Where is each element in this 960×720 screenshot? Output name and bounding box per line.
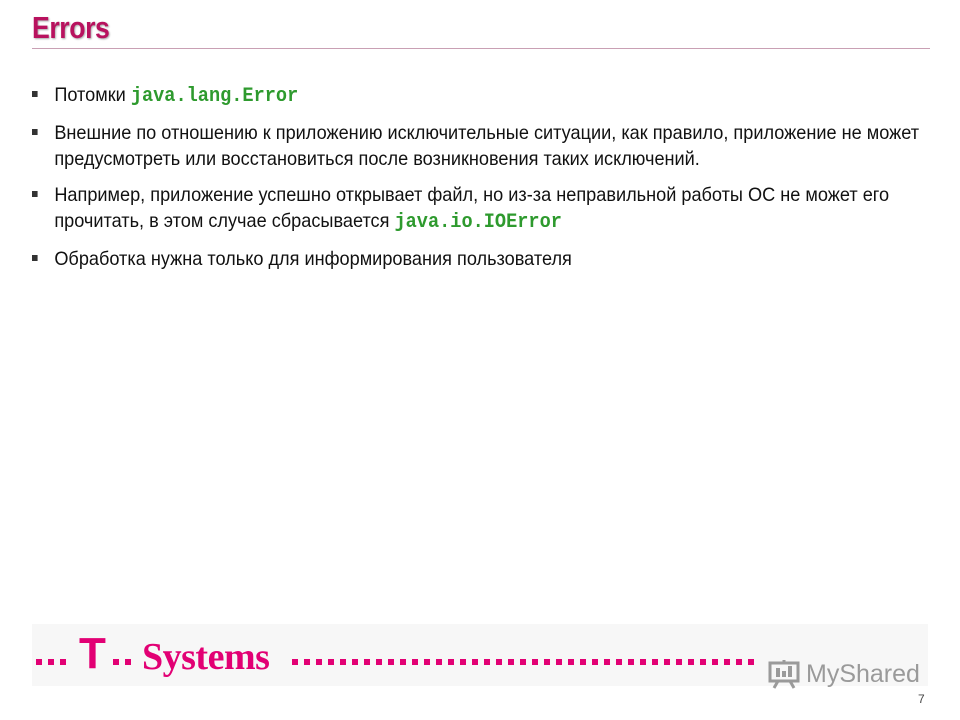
bullet-text: Потомки	[54, 84, 131, 106]
brand-name: Systems	[142, 636, 270, 678]
brand-dot	[580, 659, 586, 665]
brand-dot	[352, 659, 358, 665]
brand-dot	[316, 659, 322, 665]
brand-dot	[304, 659, 310, 665]
bullet-item-external	[32, 120, 955, 173]
brand-dots-left	[36, 653, 72, 671]
bullet-square-icon	[32, 129, 38, 135]
brand-dots-right	[292, 653, 760, 671]
brand-dots-middle	[113, 653, 137, 671]
brand-dot	[113, 659, 119, 665]
brand-dot	[664, 659, 670, 665]
bullet-item-descendants	[32, 82, 955, 111]
brand-dot	[292, 659, 298, 665]
bullet-square-icon	[32, 255, 38, 261]
brand-dot	[496, 659, 502, 665]
brand-dot	[604, 659, 610, 665]
brand-dot	[388, 659, 394, 665]
brand-dot	[448, 659, 454, 665]
watermark-text: MyShared	[806, 659, 920, 688]
bullet-square-icon	[32, 91, 38, 97]
bullet-item-handling	[32, 246, 955, 273]
bullet-text: Обработка нужна только для информирования пользователя	[54, 247, 572, 270]
page-number: 7	[918, 692, 925, 706]
brand-dot	[340, 659, 346, 665]
brand-dot	[125, 659, 131, 665]
brand-dot	[700, 659, 706, 665]
brand-dot	[688, 659, 694, 665]
brand-dot	[48, 659, 54, 665]
brand-dot	[748, 659, 754, 665]
brand-dot	[556, 659, 562, 665]
brand-dot	[532, 659, 538, 665]
brand-dot	[568, 659, 574, 665]
brand-dot	[60, 659, 66, 665]
brand-dot	[460, 659, 466, 665]
brand-dot	[544, 659, 550, 665]
watermark	[768, 654, 920, 694]
title-underline	[32, 48, 930, 49]
brand-dot	[364, 659, 370, 665]
brand-dot	[592, 659, 598, 665]
brand-dot	[400, 659, 406, 665]
t-logo: T	[79, 629, 106, 678]
brand-dot	[424, 659, 430, 665]
brand-dot	[736, 659, 742, 665]
brand-dot	[712, 659, 718, 665]
brand-dot	[652, 659, 658, 665]
brand-dot	[724, 659, 730, 665]
brand-dot	[616, 659, 622, 665]
brand-dot	[484, 659, 490, 665]
brand-dot	[376, 659, 382, 665]
brand-dot	[508, 659, 514, 665]
bullet-text: Внешние по отношению к приложению исключительные ситуации, как правило, приложение не может предусмотреть или восстановиться после возникновения таких исключений.	[54, 121, 920, 170]
brand-dot	[412, 659, 418, 665]
projector-screen-icon	[768, 659, 800, 689]
brand-dot	[640, 659, 646, 665]
brand-dot	[328, 659, 334, 665]
brand-dot	[676, 659, 682, 665]
code-snippet-error-class: java.lang.Error	[130, 85, 299, 108]
brand-dot	[628, 659, 634, 665]
brand-dot	[36, 659, 42, 665]
bullet-text: Например, приложение успешно открывает файл, но из-за неправильной работы ОС не может его прочитать, в этом случае сбрасывается	[54, 183, 890, 232]
brand-dot	[472, 659, 478, 665]
bullet-square-icon	[32, 191, 38, 197]
brand-dot	[520, 659, 526, 665]
bullet-list	[32, 82, 932, 281]
slide-title: Errors	[32, 10, 110, 45]
code-snippet-ioerror-class: java.io.IOError	[394, 211, 562, 234]
brand-dot	[436, 659, 442, 665]
bullet-item-example	[32, 182, 955, 237]
